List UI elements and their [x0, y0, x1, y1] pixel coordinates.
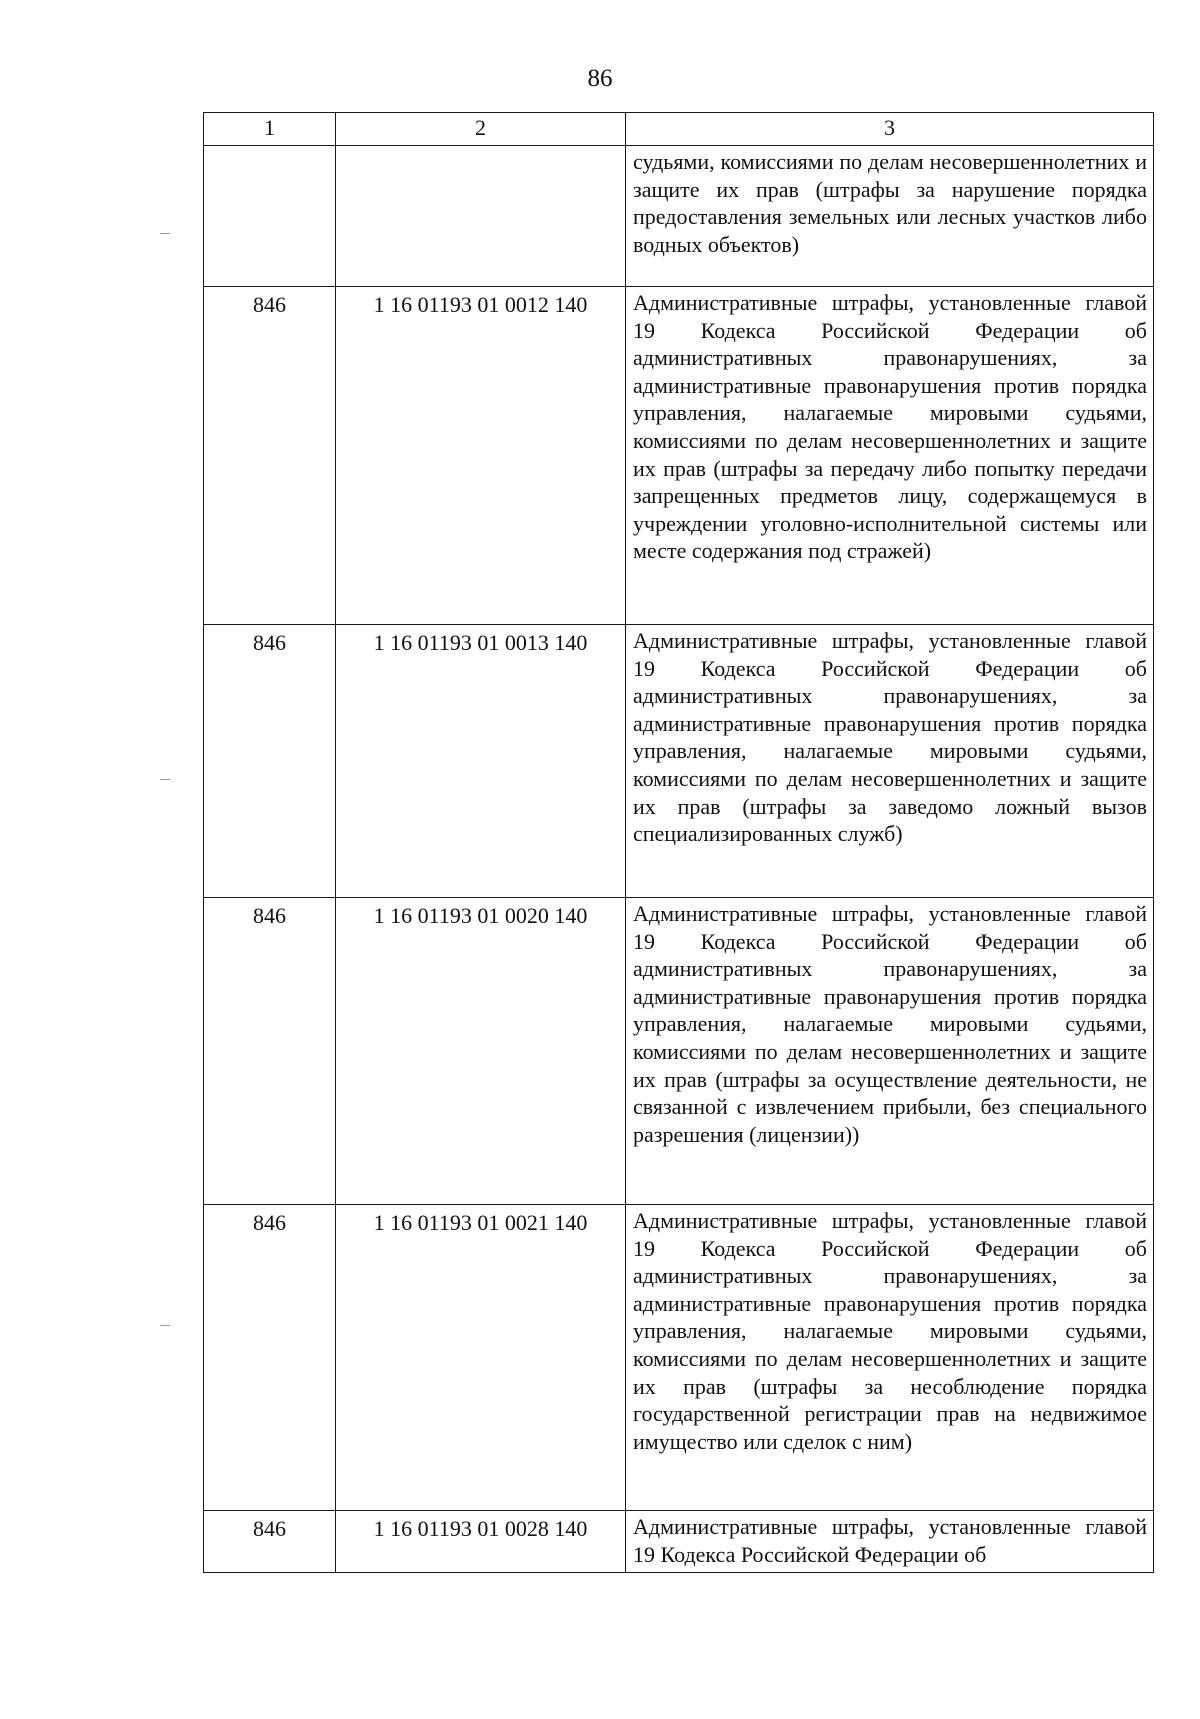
page-number: 86: [587, 65, 613, 92]
table-row: [204, 625, 1154, 898]
kbk-code-cell: 1 16 01193 01 0012 140: [336, 287, 626, 625]
kbk-code-cell: 1 16 01193 01 0021 140: [336, 1205, 626, 1511]
description-cell: Административные штрафы, установленные главой 19 Кодекса Российской Федерации об административных правонарушениях, за административные правонарушения против порядка управления, налагаемые мировыми судьями, комиссиями по делам несовершеннолетних и защите их прав (штрафы за передачу либо попытку передачи запрещенных предметов лицу, содержащемуся в учреждении уголовно-исполнительной системы или месте содержания под стражей): [626, 287, 1154, 625]
kbk-code-cell: 1 16 01193 01 0013 140: [336, 625, 626, 898]
empty-cell: [204, 146, 336, 287]
kbk-code-cell: 1 16 01193 01 0028 140: [336, 1511, 626, 1573]
scan-edge-mark: [160, 1325, 170, 1326]
column-header-2: 2: [336, 113, 626, 146]
admin-code-cell: 846: [204, 898, 336, 1205]
table-row: [204, 287, 1154, 625]
table-header-row: [204, 113, 1154, 146]
scan-edge-mark: [160, 233, 170, 234]
table-row: [204, 1205, 1154, 1511]
scan-edge-mark: [160, 779, 170, 780]
column-header-3: 3: [626, 113, 1154, 146]
description-cell: Административные штрафы, установленные главой 19 Кодекса Российской Федерации об: [626, 1511, 1154, 1573]
column-header-1: 1: [204, 113, 336, 146]
description-cell: Административные штрафы, установленные главой 19 Кодекса Российской Федерации об административных правонарушениях, за административные правонарушения против порядка управления, налагаемые мировыми судьями, комиссиями по делам несовершеннолетних и защите их прав (штрафы за заведомо ложный вызов специализированных служб): [626, 625, 1154, 898]
table-row: [204, 898, 1154, 1205]
continuation-description: судьями, комиссиями по делам несовершеннолетних и защите их прав (штрафы за нарушение порядка предоставления земельных или лесных участков либо водных объектов): [626, 146, 1154, 287]
budget-codes-table: [203, 112, 1154, 1573]
admin-code-cell: 846: [204, 625, 336, 898]
admin-code-cell: 846: [204, 1511, 336, 1573]
empty-cell: [336, 146, 626, 287]
table-row: [204, 1511, 1154, 1573]
table-row-continuation: [204, 146, 1154, 287]
admin-code-cell: 846: [204, 287, 336, 625]
description-cell: Административные штрафы, установленные главой 19 Кодекса Российской Федерации об административных правонарушениях, за административные правонарушения против порядка управления, налагаемые мировыми судьями, комиссиями по делам несовершеннолетних и защите их прав (штрафы за несоблюдение порядка государственной регистрации прав на недвижимое имущество или сделок с ним): [626, 1205, 1154, 1511]
admin-code-cell: 846: [204, 1205, 336, 1511]
kbk-code-cell: 1 16 01193 01 0020 140: [336, 898, 626, 1205]
description-cell: Административные штрафы, установленные главой 19 Кодекса Российской Федерации об административных правонарушениях, за административные правонарушения против порядка управления, налагаемые мировыми судьями, комиссиями по делам несовершеннолетних и защите их прав (штрафы за осуществление деятельности, не связанной с извлечением прибыли, без специального разрешения (лицензии)): [626, 898, 1154, 1205]
